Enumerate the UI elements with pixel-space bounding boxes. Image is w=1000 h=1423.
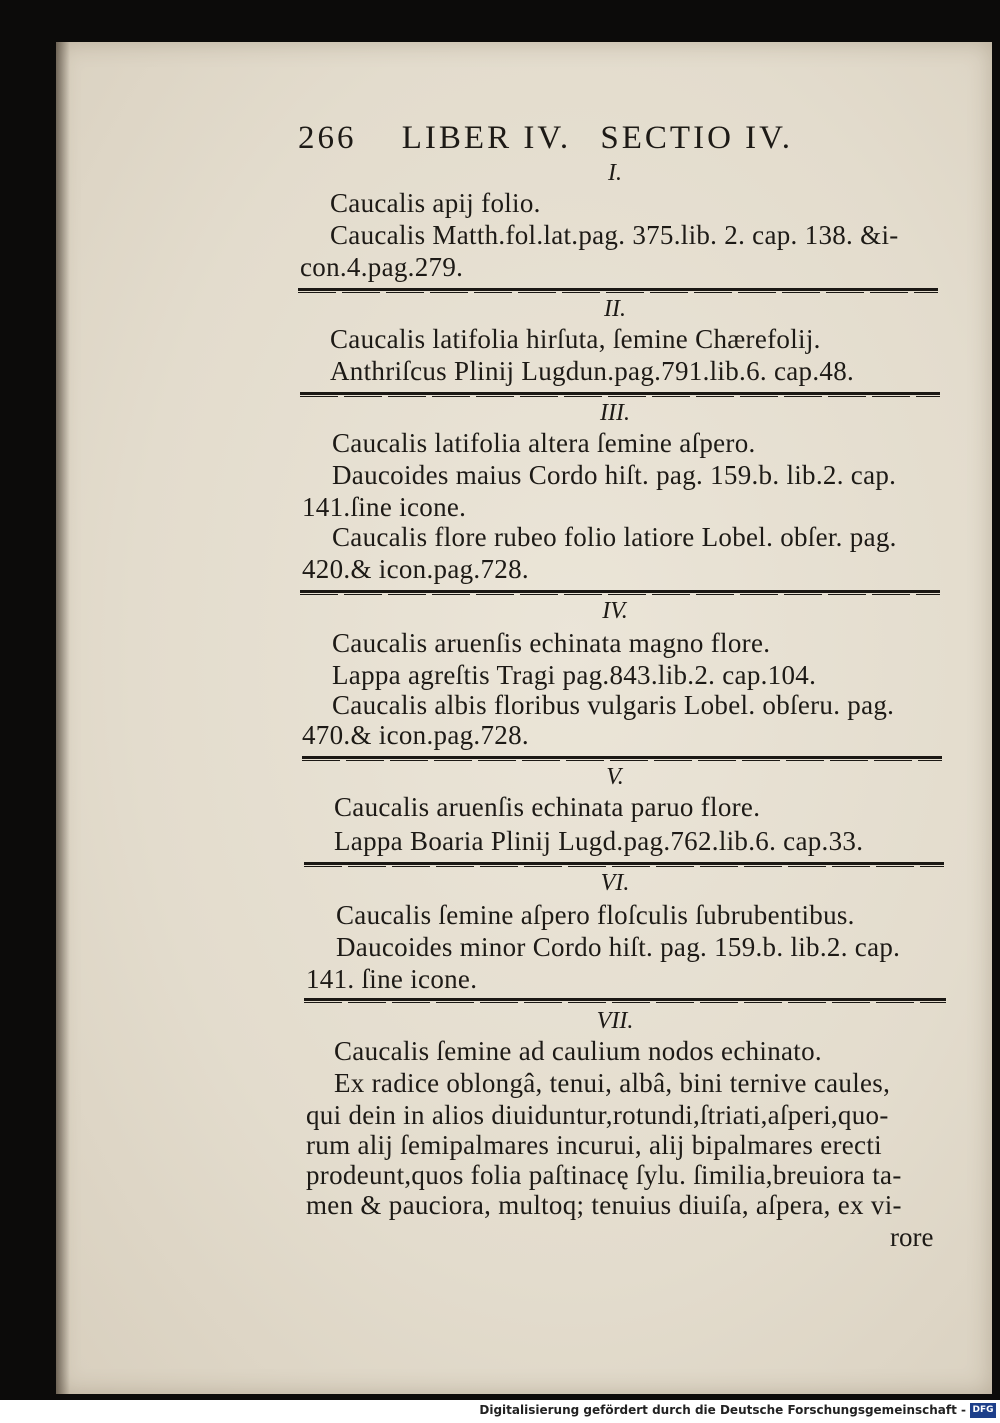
text-line: 141. ſine icone. — [306, 964, 478, 994]
catchword: rore — [890, 1222, 934, 1252]
text-line: Caucalis flore rubeo folio latiore Lobel. obſer. pag. — [332, 522, 897, 552]
text-line: Caucalis apij folio. — [330, 188, 541, 218]
section-numeral: VII. — [596, 1008, 634, 1034]
text-line: con.4.pag.279. — [300, 252, 464, 282]
section-numeral: V. — [606, 764, 624, 790]
text-line: Caucalis ſemine aſpero floſculis ſubrubentibus. — [336, 900, 855, 930]
dfg-logo: DFG — [970, 1403, 996, 1418]
section-numeral: VI. — [600, 870, 630, 896]
text-line: men & pauciora, multoq; tenuius diuiſa, aſpera, ex vi- — [306, 1190, 902, 1220]
text-line: Anthriſcus Plinij Lugdun.pag.791.lib.6. cap.48. — [330, 356, 855, 386]
section-numeral: IV. — [602, 598, 628, 624]
text-line: Daucoides minor Cordo hiſt. pag. 159.b. lib.2. cap. — [336, 932, 901, 962]
text-line: rum alij ſemipalmares incurui, alij bipalmares erecti — [306, 1130, 882, 1160]
text-line: qui dein in alios diuiduntur,rotundi,ſtriati,aſperi,quo- — [306, 1100, 889, 1130]
text-line: Caucalis albis floribus vulgaris Lobel. obſeru. pag. — [332, 690, 895, 720]
text-line: 470.& icon.pag.728. — [302, 720, 529, 750]
text-line: Ex radice oblongâ, tenui, albâ, bini ternive caules, — [334, 1068, 891, 1098]
running-header — [298, 120, 878, 157]
section-rule — [300, 392, 940, 395]
section-rule — [304, 998, 946, 1001]
text-line: Daucoides maius Cordo hiſt. pag. 159.b. lib.2. cap. — [332, 460, 897, 490]
text-line: Caucalis Matth.fol.lat.pag. 375.lib. 2. cap. 138. &i- — [330, 220, 899, 250]
section-rule — [300, 590, 940, 593]
section-rule — [298, 288, 938, 291]
section-numeral: II. — [604, 296, 626, 322]
text-line: Caucalis aruenſis echinata paruo flore. — [334, 792, 761, 822]
running-title — [402, 120, 811, 156]
section-rule — [304, 862, 944, 865]
section-rule — [302, 756, 942, 759]
text-line: prodeunt,quos folia paſtinacę ſylu. ſimilia,breuiora ta- — [306, 1160, 902, 1190]
text-line: Lappa Boaria Plinij Lugd.pag.762.lib.6. cap.33. — [334, 826, 864, 856]
running-title-sectio: SECTIO IV. — [600, 120, 793, 156]
text-line: Caucalis aruenſis echinata magno flore. — [332, 628, 771, 658]
footer-credit: Digitalisierung gefördert durch die Deutsche Forschungsgemeinschaft - — [479, 1403, 966, 1417]
text-line: Caucalis latifolia altera ſemine aſpero. — [332, 428, 756, 458]
text-line: Caucalis ſemine ad caulium nodos echinato. — [334, 1036, 822, 1066]
text-line: 420.& icon.pag.728. — [302, 554, 529, 584]
text-line: Caucalis latifolia hirſuta, ſemine Chærefolij. — [330, 324, 821, 354]
text-line: 141.ſine icone. — [302, 492, 467, 522]
text-line: Lappa agreſtis Tragi pag.843.lib.2. cap.104. — [332, 660, 817, 690]
page-number: 266 — [298, 120, 357, 156]
running-title-liber: LIBER IV. — [401, 120, 572, 156]
section-numeral: III. — [600, 400, 630, 426]
section-numeral: I. — [608, 160, 622, 186]
